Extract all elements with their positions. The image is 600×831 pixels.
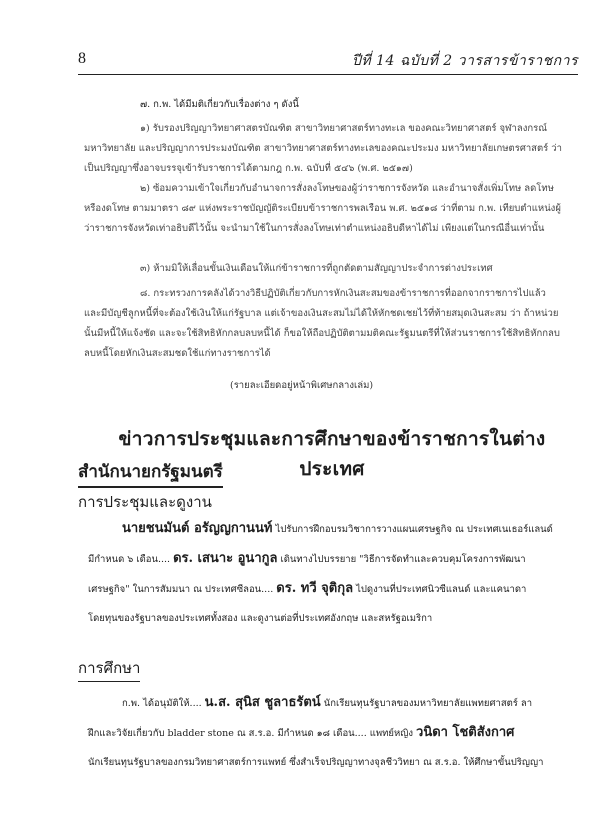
study-heading-text: การศึกษา (78, 659, 141, 677)
meeting-line-4: โดยทุนของรัฐบาลของประเทศทั้งสอง และดูงานต่อที่ประเทศอังกฤษ และสหรัฐอเมริกา (88, 613, 433, 624)
study-line-1b: นักเรียนทุนรัฐบาลของมหาวิทยาลัยแพทยศาสตร์ ลา (323, 698, 533, 709)
paragraph-7-1: ๑) รับรองปริญญาวิทยาศาสตรบัณฑิต สาขาวิทยาศาสตร์ทางทะเล ของคณะวิทยาศาสตร์ จุฬาลงกรณ์มหาวิทยาลัย และปริญญาการประมงบัณฑิต สาขาวิทยาศาสตร์ทางทะเลของคณะประมง มหาวิทยาลัยเกษตรศาสตร์ ว่าเป็นปริญญาซึ่งอาจบรรจุเข้ารับราชการได้ตามกฎ ก.พ. ฉบับที่ ๕๔๖ (พ.ศ. ๒๕๑๗) (84, 123, 562, 174)
student-name-2: วนิดา โชติสังกาศ (416, 725, 515, 740)
study-line-3: นักเรียนทุนรัฐบาลของกรมวิทยาศาสตร์การแพทย์ ซึ่งสำเร็จปริญญาทางจุลชีววิทยา ณ ส.ร.อ. ให้ศึกษาขั้นปริญญา (88, 757, 544, 768)
office-heading-underline (78, 486, 223, 488)
study-line-1 (88, 688, 562, 718)
paragraph-8: ๘. กระทรวงการคลังได้วางวิธีปฏิบัติเกี่ยวกับการหักเงินสะสมของข้าราชการที่ออกจากราชการไปแล้ว และมีบัญชีลูกหนี้ที่จะต้องใช้เงินให้แก่รัฐบาล แต่เจ้าของเงินสะสมไม่ได้ให้หักชดเชยไว้ที่ท้ายสมุดเงินสะสม ว่า ถ้าหน่วยนั้นมีหนี้ให้แจ้งชัด และจะใช้สิทธิหักกลบลบหนี้ได้ ก็ขอให้ถือปฏิบัติตามมติคณะรัฐมนตรีที่ให้ส่วนราชการใช้สิทธิหักกลบลบหนี้โดยหักเงินสะสมชดใช้แก่ทางราชการได้ (84, 288, 560, 359)
meeting-paragraph (88, 514, 562, 633)
paragraph-7: ๗. ก.พ. ได้มีมติเกี่ยวกับเรื่องต่าง ๆ ดังนี้ (140, 99, 299, 110)
meeting-line-1-text: ไปรับการฝึกอบรมวิชาการวางแผนเศรษฐกิจ ณ ประเทศเนเธอร์แลนด์ (275, 524, 553, 535)
running-head: ปีที่ 14 ฉบับที่ 2 วารสารข้าราชการ (351, 53, 578, 69)
meeting-line-2a: มีกำหนด ๖ เดือน.... (88, 554, 171, 565)
office-heading-text: สำนักนายกรัฐมนตรี (78, 462, 223, 482)
meeting-line-1 (88, 514, 562, 544)
section-title: ข่าวการประชุมและการศึกษาของข้าราชการในต่างประเทศ (118, 428, 546, 480)
study-heading (78, 656, 140, 682)
meeting-line-3a: เศรษฐกิจ" ในการสัมมนา ณ ประเทศซีลอน.... (88, 584, 274, 595)
page-number: 8 (78, 50, 86, 67)
meeting-heading-text: การประชุมและดูงาน (78, 493, 212, 511)
meeting-line-3b: ไปดูงานที่ประเทศนิวซีแลนด์ และแคนาดา (356, 584, 527, 595)
study-line-2b: แพทย์หญิง (369, 728, 413, 739)
student-name-1: น.ส. สุนิส ชูลาธรัตน์ (204, 695, 321, 710)
page-header (78, 48, 578, 75)
study-heading-underline (78, 681, 140, 682)
meeting-line-3 (88, 574, 562, 604)
person-name-3: ดร. ทวี จุติกุล (276, 581, 354, 596)
office-heading (78, 458, 223, 488)
study-line-1a: ก.พ. ได้อนุมัติให้.... (122, 698, 202, 709)
meeting-line-2 (88, 544, 562, 574)
meeting-line-2b: เดินทางไปบรรยาย "วิธีการจัดทำและควบคุมโครงการพัฒนา (280, 554, 526, 565)
detail-note: (รายละเอียดอยู่หน้าพิเศษกลางเล่ม) (230, 380, 374, 391)
meeting-heading (78, 490, 212, 514)
study-paragraph (88, 688, 562, 777)
paragraph-7-3: ๓) ห้ามมิให้เลื่อนขั้นเงินเดือนให้แก่ข้าราชการที่ถูกตัดตามสัญญาประจำการต่างประเทศ (140, 263, 493, 274)
study-line-2a: ฝึกและวิจัยเกี่ยวกับ bladder stone ณ ส.ร.อ. มีกำหนด ๑๘ เดือน.... (88, 728, 367, 739)
paragraph-7-2: ๒) ซ้อมความเข้าใจเกี่ยวกับอำนาจการสั่งลงโทษของผู้ว่าราชการจังหวัด และอำนาจสั่งเพิ่มโทษ ลดโทษ หรืองดโทษ ตามมาตรา ๘๙ แห่งพระราชบัญญัติระเบียบข้าราชการพลเรือน พ.ศ. ๒๕๑๘ ว่าที่ตาม ก.พ. เทียบตำแหน่งผู้ว่าราชการจังหวัดเท่าอธิบดีไว้นั้น จะนำมาใช้ในการสั่งลงโทษเท่าตำแหน่งอธิบดีหาได้ไม่ เพียงแต่ในกรณีอื่นเท่านั้น (84, 183, 561, 234)
person-name-1: นายชนมันต์ อรัญญกานนท์ (122, 521, 273, 536)
person-name-2: ดร. เสนาะ อูนากูล (173, 551, 278, 566)
study-line-2 (88, 718, 562, 748)
